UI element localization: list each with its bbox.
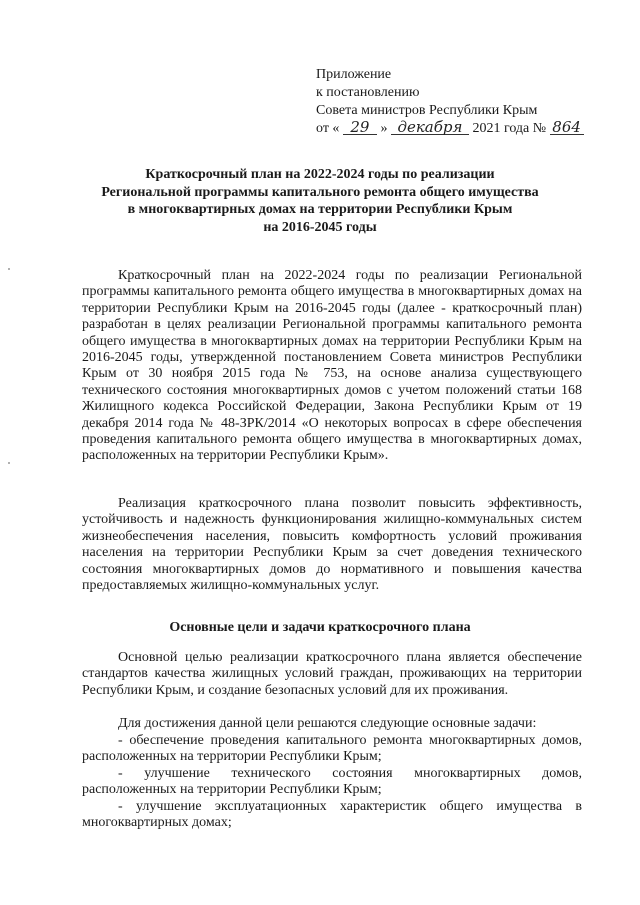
goals-paragraph-2: Для достижения данной цели решаются следующие основные задачи: bbox=[118, 716, 537, 731]
task-item: - улучшение эксплуатационных характеристик общего имущества в многоквартирных домах; bbox=[82, 798, 582, 831]
title-line: Региональной программы капитального ремонта общего имущества bbox=[101, 184, 539, 200]
scan-speck bbox=[8, 268, 10, 270]
date-mid: » bbox=[380, 121, 388, 136]
section-heading: Основные цели и задачи краткосрочного плана bbox=[169, 620, 471, 635]
handwritten-month: декабря bbox=[391, 120, 469, 135]
appendix-date-line bbox=[316, 120, 584, 138]
scan-speck bbox=[8, 462, 10, 464]
task-item: - улучшение технического состояния многоквартирных домов, расположенных на территории Республики Крым; bbox=[82, 765, 582, 798]
appendix-line: к постановлению bbox=[316, 85, 420, 100]
title-line: в многоквартирных домах на территории Республики Крым bbox=[127, 202, 513, 217]
appendix-block bbox=[316, 66, 584, 138]
date-prefix: от « bbox=[316, 121, 340, 136]
goals-paragraph-1: Основной целью реализации краткосрочного плана является обеспечение стандартов качества жилищных условий граждан, проживающих на территории Республики Крым, и создание безопасных условий для их проживания. bbox=[82, 650, 582, 698]
title-line: Краткосрочный план на 2022-2024 годы по реализации bbox=[145, 167, 495, 182]
intro-paragraph-1: Краткосрочный план на 2022-2024 годы по реализации Региональной программы капитального ремонта общего имущества в многоквартирных домах на территории Республики Крым на 2016-2045 годы (далее - краткосрочный план) разработан в целях реализации Региональной программы капитального ремонта общего имущества в многоквартирных домах на территории Республики Крым на 2016-2045 годы, утвержденной постановлением Совета министров Республики Крым от 30 ноября 2015 года № 753, на основе анализа существующего технического состояния многоквартирных домов с учетом положений статьи 168 Жилищного кодекса Российской Федерации, Закона Республики Крым от 19 декабря 2014 года № 48-ЗРК/2014 «О некоторых вопросах в сфере обеспечения проведения капитального ремонта общего имущества в многоквартирных домах, расположенных на территории Республики Крым». bbox=[82, 268, 582, 464]
document-title bbox=[60, 166, 580, 236]
appendix-line: Совета министров Республики Крым bbox=[316, 103, 538, 118]
intro-paragraph-2: Реализация краткосрочного плана позволит повысить эффективность, устойчивость и надежность функционирования жилищно-коммунальных систем жизнеобеспечения населения, повысить комфортность условий проживания населения на территории Республики Крым за счет доведения технического состояния многоквартирных домов до нормативного и повышения качества предоставляемых жилищно-коммунальных услуг. bbox=[82, 496, 582, 594]
tasks-list bbox=[82, 733, 582, 831]
title-line: на 2016-2045 годы bbox=[263, 219, 377, 235]
appendix-line: Приложение bbox=[316, 67, 392, 82]
handwritten-doc-number: 864 bbox=[550, 120, 584, 135]
date-year: 2021 года № bbox=[472, 121, 547, 136]
handwritten-day: 29 bbox=[343, 120, 377, 135]
task-item: - обеспечение проведения капитального ремонта многоквартирных домов, расположенных на территории Республики Крым; bbox=[82, 733, 582, 765]
